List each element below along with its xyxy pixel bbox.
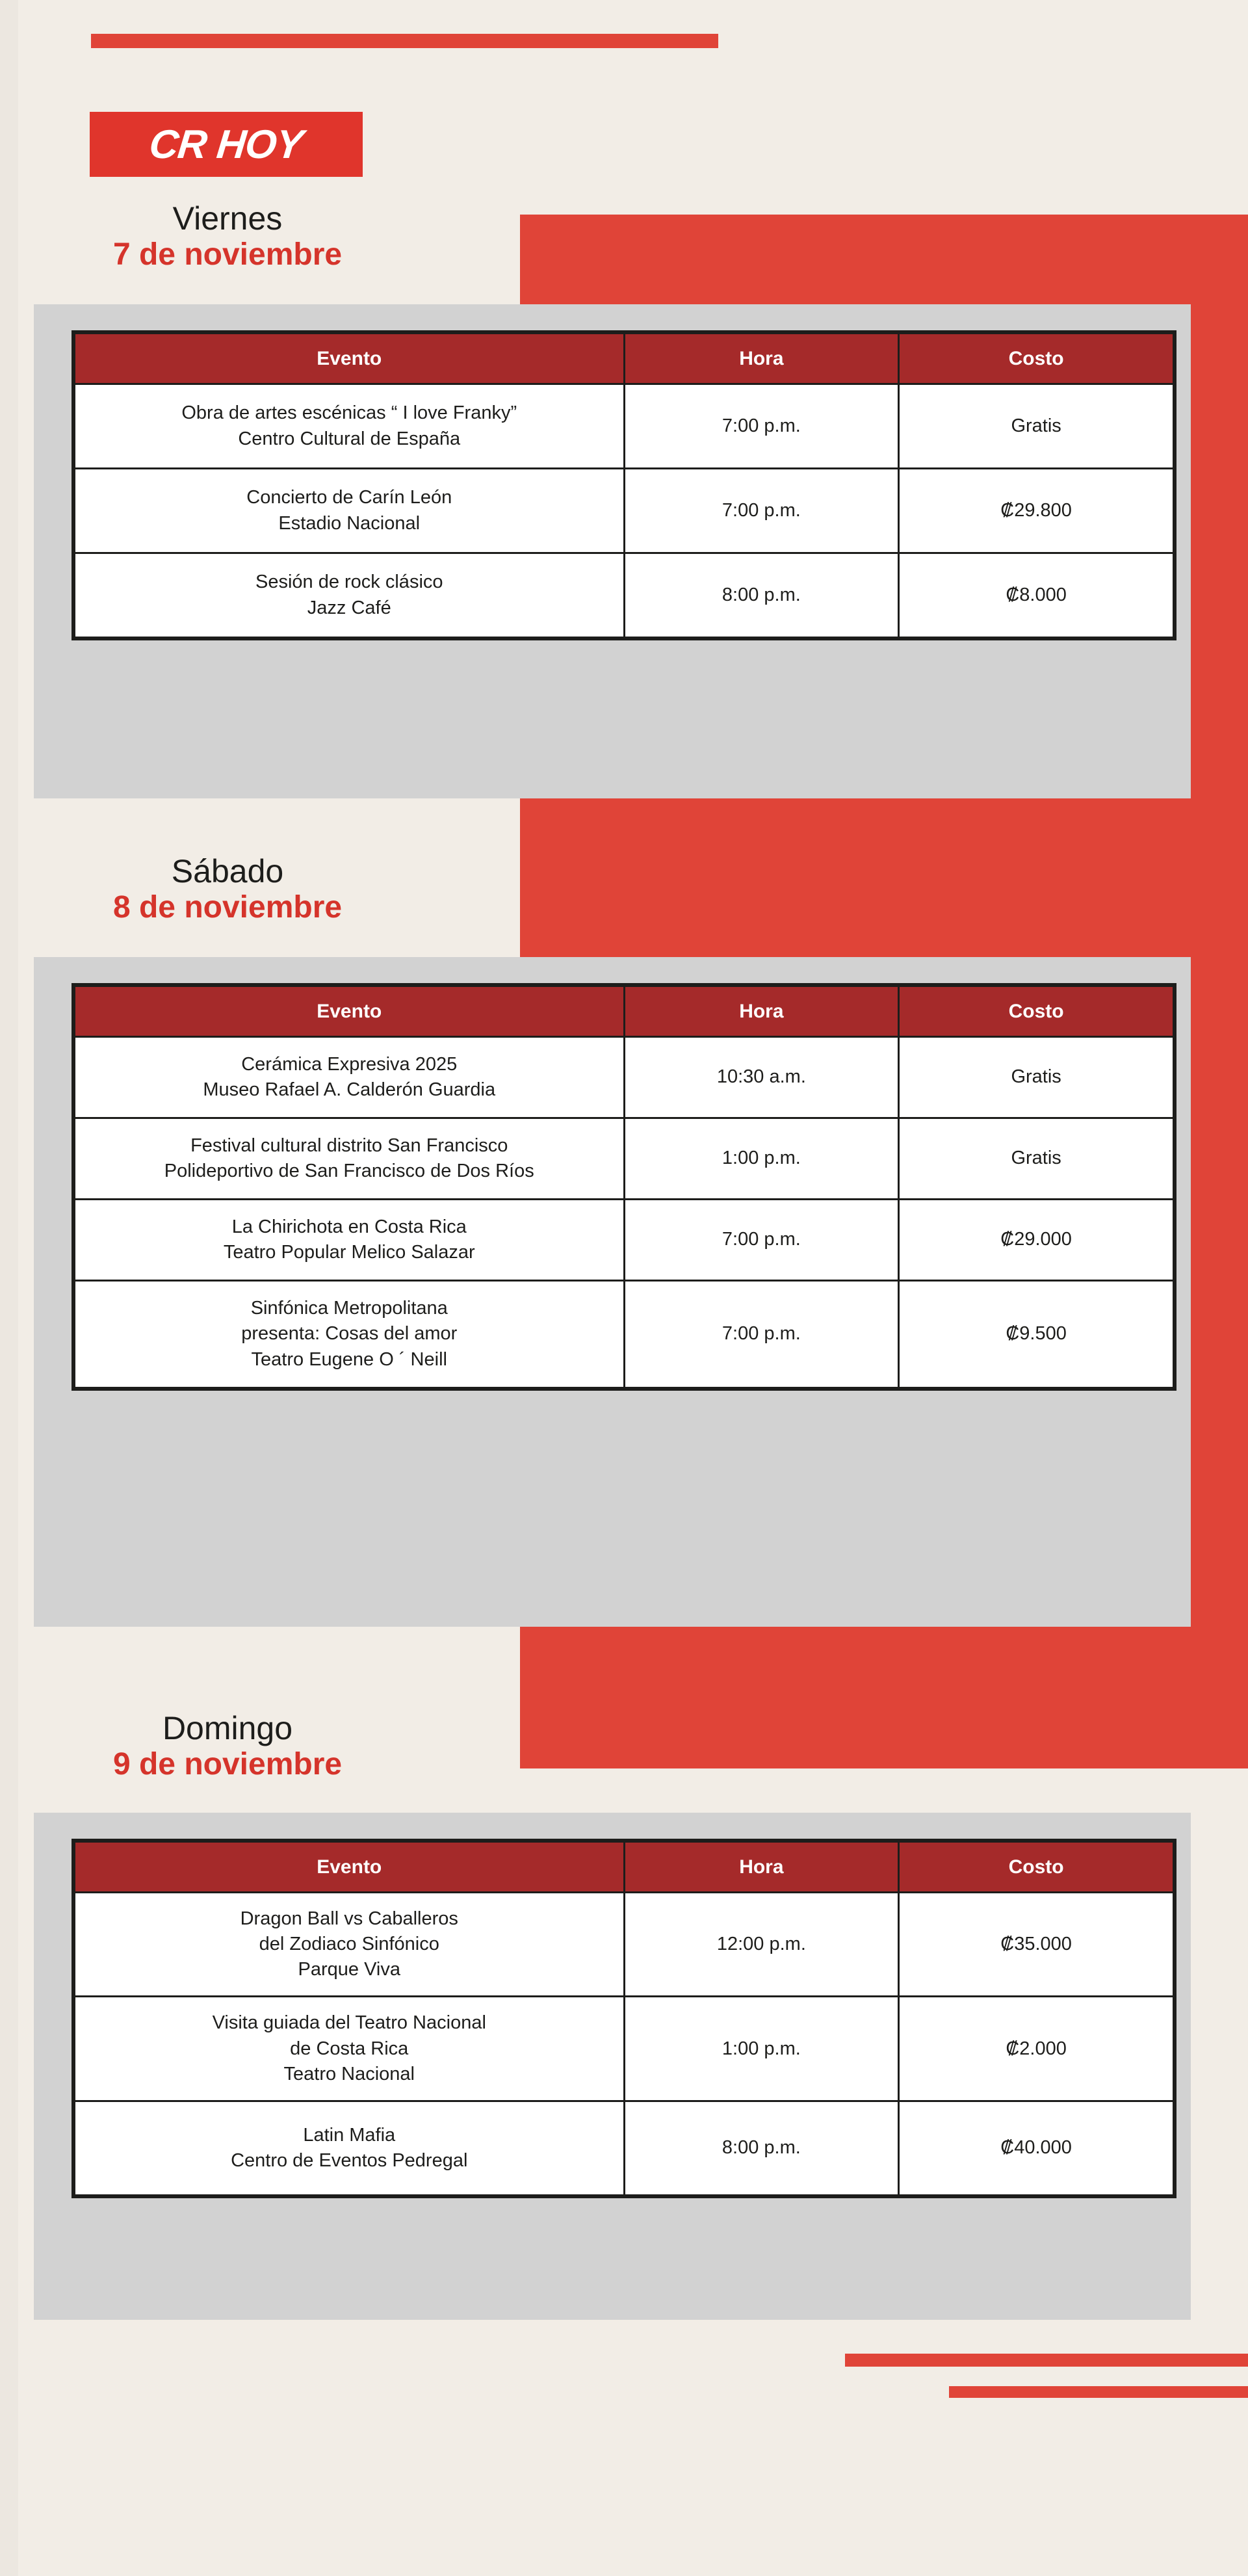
column-header-hora: Hora (624, 1842, 899, 1893)
cell-evento: Dragon Ball vs Caballeros del Zodiaco Sinfónico Parque Viva (75, 1893, 625, 1997)
cell-evento: Cerámica Expresiva 2025 Museo Rafael A. Calderón Guardia (75, 1037, 625, 1118)
table-row (75, 1200, 1174, 1281)
cell-hora: 8:00 p.m. (624, 553, 899, 638)
cell-costo: ₡35.000 (899, 1893, 1174, 1997)
cell-evento: Festival cultural distrito San Francisco Polideportivo de San Francisco de Dos Ríos (75, 1118, 625, 1200)
day-name-1: Sábado (171, 853, 284, 889)
table-row (75, 1281, 1174, 1388)
table-row (75, 1893, 1174, 1997)
cell-evento: Concierto de Carín León Estadio Nacional (75, 469, 625, 553)
cell-hora: 1:00 p.m. (624, 1118, 899, 1200)
day-name-0: Viernes (172, 200, 283, 237)
cell-hora: 12:00 p.m. (624, 1893, 899, 1997)
table-row (75, 1997, 1174, 2101)
bottom-accent-bar-1 (845, 2354, 1248, 2367)
cell-evento: La Chirichota en Costa Rica Teatro Popular Melico Salazar (75, 1200, 625, 1281)
cell-hora: 8:00 p.m. (624, 2101, 899, 2195)
column-header-costo: Costo (899, 986, 1174, 1037)
cell-costo: ₡29.800 (899, 469, 1174, 553)
top-accent-bar (91, 34, 718, 48)
cell-costo: ₡40.000 (899, 2101, 1174, 2195)
schedule-table-0 (72, 330, 1176, 640)
cell-evento: Sinfónica Metropolitana presenta: Cosas del amor Teatro Eugene O ´ Neill (75, 1281, 625, 1388)
cell-hora: 7:00 p.m. (624, 469, 899, 553)
cell-hora: 7:00 p.m. (624, 384, 899, 469)
cell-evento: Obra de artes escénicas “ I love Franky” Centro Cultural de España (75, 384, 625, 469)
table-row (75, 553, 1174, 638)
column-header-costo: Costo (899, 1842, 1174, 1893)
column-header-evento: Evento (75, 1842, 625, 1893)
table-row (75, 1118, 1174, 1200)
cell-costo: ₡29.000 (899, 1200, 1174, 1281)
table-header-row (75, 986, 1174, 1037)
day-date-2: 9 de noviembre (112, 1747, 343, 1781)
day-name-2: Domingo (162, 1710, 293, 1746)
table-row (75, 469, 1174, 553)
table-header-row (75, 1842, 1174, 1893)
column-header-hora: Hora (624, 986, 899, 1037)
bottom-accent-bar-2 (949, 2386, 1248, 2398)
day-heading-1 (84, 853, 370, 927)
column-header-costo: Costo (899, 334, 1174, 384)
schedule-table-2 (72, 1839, 1176, 2198)
column-header-evento: Evento (75, 986, 625, 1037)
day-heading-2 (84, 1710, 370, 1783)
logo-text: CR HOY (147, 122, 306, 167)
cell-costo: Gratis (899, 1037, 1174, 1118)
table-row (75, 2101, 1174, 2195)
cell-costo: Gratis (899, 384, 1174, 469)
crhoy-logo (90, 112, 363, 177)
cell-evento: Sesión de rock clásico Jazz Café (75, 553, 625, 638)
day-date-0: 7 de noviembre (112, 237, 343, 272)
cell-costo: ₡9.500 (899, 1281, 1174, 1388)
cell-hora: 1:00 p.m. (624, 1997, 899, 2101)
cell-hora: 7:00 p.m. (624, 1281, 899, 1388)
cell-hora: 10:30 a.m. (624, 1037, 899, 1118)
schedule-table-1 (72, 983, 1176, 1391)
left-edge-strip (0, 0, 18, 2576)
cell-hora: 7:00 p.m. (624, 1200, 899, 1281)
cell-evento: Latin Mafia Centro de Eventos Pedregal (75, 2101, 625, 2195)
table-header-row (75, 334, 1174, 384)
cell-costo: ₡2.000 (899, 1997, 1174, 2101)
cell-evento: Visita guiada del Teatro Nacional de Costa Rica Teatro Nacional (75, 1997, 625, 2101)
cell-costo: Gratis (899, 1118, 1174, 1200)
cell-costo: ₡8.000 (899, 553, 1174, 638)
day-date-1: 8 de noviembre (112, 890, 343, 925)
table-row (75, 1037, 1174, 1118)
column-header-evento: Evento (75, 334, 625, 384)
table-row (75, 384, 1174, 469)
day-heading-0 (84, 200, 370, 274)
column-header-hora: Hora (624, 334, 899, 384)
